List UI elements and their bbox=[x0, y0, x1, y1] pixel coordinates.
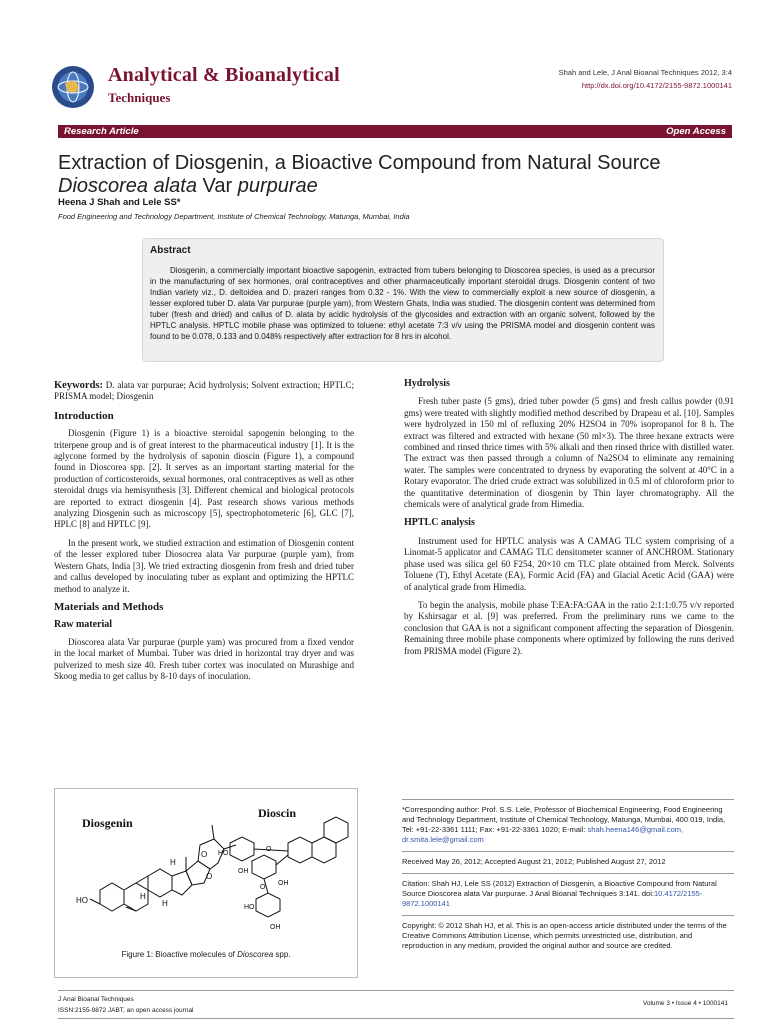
intro-paragraph-1: Diosgenin (Figure 1) is a bioactive steroidal sapogenin belonging to the triterpene group and is of great interest to the pharmaceutical industry [1]. It is the aglycone formed by the hydrolysis of saponin dioscin (Figure 1), a compound found in Dioscorea spp. [2]. It serves as an important starting material for the production of corticosteroids, sexual hormones, oral contraceptives as well as other steroidal drugs via hemisynthesis [3]. Different chemical and biological protocols are reported to extract diosgenin [4]. Past research shows various methods analyzing Diosgenin such as microscopy [5], spectrophotometeric [6], GLC [7], HPLC [8] and HPTLC [9]. bbox=[54, 428, 354, 530]
footer-divider bbox=[58, 1018, 734, 1019]
figure-1-structures bbox=[60, 795, 350, 943]
footer-issn: ISSN:2155-9872 JABT, an open access journal bbox=[58, 1007, 194, 1014]
left-column bbox=[54, 380, 354, 689]
raw-material-heading: Raw material bbox=[54, 619, 113, 631]
atom-label: O bbox=[260, 884, 266, 891]
materials-methods-heading: Materials and Methods bbox=[54, 600, 164, 613]
atom-label: OH bbox=[238, 868, 249, 875]
atom-label: HO bbox=[76, 896, 88, 905]
article-type-label: Research Article bbox=[64, 126, 139, 137]
article-citation bbox=[402, 879, 734, 909]
title-italic-1: Dioscorea alata bbox=[58, 175, 197, 197]
article-affiliation: Food Engineering and Technology Department, Institute of Chemical Technology, Matunga, Mumbai, India bbox=[58, 212, 410, 221]
hptlc-paragraph-1: Instrument used for HPTLC analysis was A CAMAG TLC system comprising of a Linomat-5 applicator and CAMAG TLC densitometer scanner of ANCHROM. Stationary phase used was silica gel 60 F254, 20×10 cm TLC plate obtained from Merck. Solvents Toluene (T), Ethyl Acetate (EA), Formic Acid (FA) and Glacial Acetic Acid (GAA) were of analytical grade from Himedia. bbox=[404, 535, 734, 592]
atom-label: HO bbox=[218, 850, 229, 857]
atom-label: O bbox=[266, 846, 272, 853]
atom-label: H bbox=[170, 858, 176, 867]
citation-doi-link[interactable]: 10.4172/2155-9872.1000141 bbox=[402, 889, 703, 908]
corr-email-link[interactable]: shah.heena146@gmail.com, dr.smita.lele@gmail.com bbox=[402, 825, 684, 844]
caption-text: Figure 1: Bioactive molecules of bbox=[121, 950, 238, 959]
atom-label: OH bbox=[278, 880, 289, 887]
atom-label: OH bbox=[270, 924, 281, 931]
journal-logo-icon bbox=[50, 64, 96, 110]
article-type-bar bbox=[58, 125, 732, 138]
footer-volume: Volume 3 • Issue 4 • 1000141 bbox=[642, 1000, 728, 1007]
introduction-heading: Introduction bbox=[54, 409, 114, 422]
corr-divider bbox=[402, 799, 734, 800]
journal-subtitle: Techniques bbox=[108, 90, 171, 105]
journal-title: Analytical & Bioanalytical bbox=[108, 64, 340, 86]
title-text-2: Var bbox=[196, 175, 238, 197]
correspondence-block bbox=[402, 796, 734, 957]
copyright-notice: Copyright: © 2012 Shah HJ, et al. This is an open-access article distributed under the terms of the Creative Commons Attribution License, which permits unrestricted use, distribution, and reproduction in any medium, provided the original author and source are credited. bbox=[402, 921, 727, 950]
figure-1-caption bbox=[60, 950, 352, 959]
article-title bbox=[58, 152, 738, 198]
intro-paragraph-2: In the present work, we studied extraction and estimation of Diosgenin content of the lesser explored tuber Diosocrea alata Var purpurae (purple yam), from Western Ghats, India [3]. We tried extracting diosgenin from fresh and dried tuber and callus developed by inoculating tuber as explant and optimizing the HPTLC method to analyze it. bbox=[54, 537, 354, 594]
diosgenin-label: Diosgenin bbox=[82, 816, 133, 830]
corr-text: *Corresponding author: Prof. S.S. Lele, Professor of Biochemical Engineering, Food Engineering and Technology Department, Institute of Chemical Technology, Matunga, Mumbai, 400 019, India, Tel: +91-22-3361 1111; Fax: +91-22-3361 1020; E-mail: bbox=[402, 805, 726, 834]
footer-divider bbox=[58, 990, 734, 991]
title-text-1: Extraction of Diosgenin, a Bioactive Compound from Natural Source bbox=[58, 152, 661, 174]
atom-label: H bbox=[140, 892, 146, 901]
hydrolysis-heading: Hydrolysis bbox=[404, 378, 450, 389]
abstract-heading: Abstract bbox=[150, 245, 191, 256]
caption-suffix: spp. bbox=[273, 950, 291, 959]
atom-label: O bbox=[201, 850, 208, 859]
keywords-label: Keywords: bbox=[54, 380, 103, 391]
dioscin-label: Dioscin bbox=[258, 806, 297, 820]
article-authors: Heena J Shah and Lele SS* bbox=[58, 197, 181, 208]
atom-label: O bbox=[206, 872, 213, 881]
header-doi-link[interactable]: http://dx.doi.org/10.4172/2155-9872.1000141 bbox=[581, 81, 732, 90]
right-column bbox=[404, 378, 734, 664]
abstract-text: Diosgenin, a commercially important bioactive sapogenin, extracted from tubers belonging to Dioscorea species, is used as a precursor in the manufacturing of sex hormones, oral contraceptives and other pharmaceutically important steroidal drugs. Diosgenin content of two Indian variety viz., D. deltoidea and D. prazeri ranges from 0.32 - 1%. With the view to commercially exploit a new source of diosgenin, a lesser explored tuber D. alata Var purpurae (purple yam), from Western Ghats, India was studied. The diosgenin content was determined from tuber (fresh and dried) and callus of D. alata by acidic hydrolysis of the glycosides and extraction with an organic solvent, followed by the HPTLC analysis. HPTLC mobile phase was optimized to toluene: ethyl acetate 7:3 v/v using the PRISMA model and diosgenin content was found to be 0.078, 0.133 and 0.048% respectively after extraction for 8 hrs in alcohol. bbox=[150, 266, 655, 341]
keywords bbox=[54, 380, 354, 403]
corr-divider bbox=[402, 915, 734, 916]
citation-text: Citation: Shah HJ, Lele SS (2012) Extraction of Diosgenin, a Bioactive Compound from Natural Source Dioscorea alata Var purpurae. J Anal Bioanal Techniques 3:141. doi: bbox=[402, 879, 717, 898]
open-access-label: Open Access bbox=[666, 126, 726, 137]
corr-divider bbox=[402, 851, 734, 852]
atom-label: HO bbox=[244, 904, 255, 911]
keywords-text: D. alata var purpurae; Acid hydrolysis; Solvent extraction; HPTLC; PRISMA model; Diosgenin bbox=[54, 380, 354, 402]
corr-divider bbox=[402, 873, 734, 874]
corresponding-author bbox=[402, 805, 734, 845]
hptlc-heading: HPTLC analysis bbox=[404, 517, 475, 529]
caption-italic: Dioscorea bbox=[237, 950, 274, 959]
footer-journal: J Anal Bioanal Techniques bbox=[58, 996, 134, 1003]
article-dates: Received May 26, 2012; Accepted August 21, 2012; Published August 27, 2012 bbox=[402, 857, 666, 866]
hptlc-paragraph-2: To begin the analysis, mobile phase T:EA:FA:GAA in the ratio 2:1:1:0.75 v/v reported by Kshirsagar et al. [9] was preferred. From the preliminary runs we came to the conclusion that GAA is not a significant component affecting the separation of Diosgenin. Remaining three mobile phase components where optimized by following the runs derived from PRISMA model (Figure 2). bbox=[404, 599, 734, 656]
hydrolysis-paragraph: Fresh tuber paste (5 gms), dried tuber powder (5 gms) and fresh callus powder (0.91 gms) were treated with slightly modified method described by Drapeau et al. [10]. Samples were hydrolyzed in 150 ml of refluxing 20% H2SO4 in 70% isopropanol for 8 h. The extract was filtered and extracted with hexane (50 ml×3). The three hexane extracts were combined and rinsed thrice times with 5% alkali and then rinsed thrice with distilled water. The extract was then passed through a column of Na2SO4 to eliminate any remaining water. The samples were concentrated to dryness by evaporating the solvent at 40°C in a Rotary evaporator. The dried crude extract was solubilized in 0.5 ml of chloroform prior to the quantitative determination of diosgenin by Thin layer chromatography. All the chemicals were of analytical grade from Himedia. bbox=[404, 396, 734, 510]
atom-label: H bbox=[162, 899, 168, 908]
header-citation: Shah and Lele, J Anal Bioanal Techniques 2012, 3:4 bbox=[558, 68, 732, 77]
title-italic-2: purpurae bbox=[237, 175, 318, 197]
raw-material-paragraph: Dioscorea alata Var purpurae (purple yam) was procured from a fixed vendor in the local market of Mumbai. Tuber was dried in horizontal tray dryer and was pulverized to mesh size 40. Fresh tuber cortex was inoculated on Murashige and Skoog media to get callus by 8-10 days of inoculation. bbox=[54, 636, 354, 681]
